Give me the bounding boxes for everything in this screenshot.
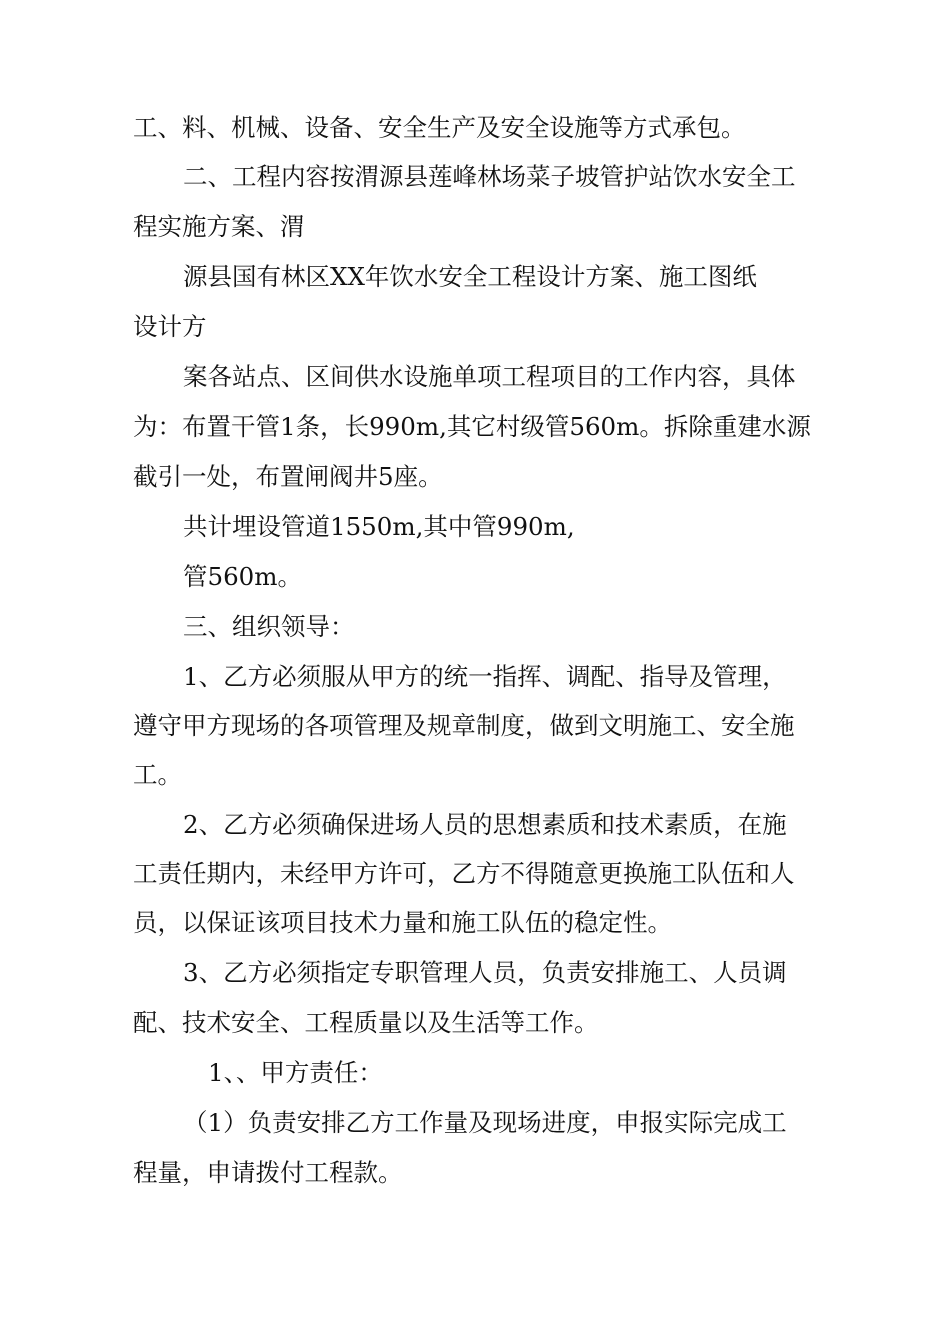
text-line: 程量，申请拨付工程款。: [133, 1158, 403, 1187]
text-line: 设计方: [133, 312, 207, 341]
text-line: （1）负责安排乙方工作量及现场进度，申报实际完成工: [183, 1108, 787, 1137]
text-line: 为：布置干管1条，长990m,其它村级管560m。拆除重建水源: [133, 412, 811, 441]
text-line: 工责任期内，未经甲方许可，乙方不得随意更换施工队伍和人: [133, 859, 795, 888]
text-line: 截引一处，布置闸阀井5座。: [133, 462, 443, 491]
text-line: 三、组织领导：: [183, 612, 355, 641]
text-line: 1、、甲方责任：: [208, 1058, 383, 1087]
text-line: 员，以保证该项目技术力量和施工队伍的稳定性。: [133, 908, 672, 937]
text-line: 配、技术安全、工程质量以及生活等工作。: [133, 1008, 599, 1037]
text-line: 工、料、机械、设备、安全生产及安全设施等方式承包。: [133, 113, 746, 142]
text-line: 源县国有林区XX年饮水安全工程设计方案、施工图纸: [183, 262, 757, 291]
text-line: 1、乙方必须服从甲方的统一指挥、调配、指导及管理，: [183, 662, 787, 691]
text-line: 管560m。: [183, 562, 302, 591]
text-line: 2、乙方必须确保进场人员的思想素质和技术素质，在施: [183, 810, 787, 839]
text-line: 共计埋设管道1550m,其中管990m,: [183, 512, 575, 541]
text-line: 案各站点、区间供水设施单项工程项目的工作内容，具体: [183, 362, 796, 391]
text-line: 3、乙方必须指定专职管理人员，负责安排施工、人员调: [183, 958, 787, 987]
text-line: 二、工程内容按渭源县莲峰林场菜子坡管护站饮水安全工: [183, 162, 796, 191]
text-line: 工。: [133, 760, 182, 789]
text-line: 遵守甲方现场的各项管理及规章制度，做到文明施工、安全施: [133, 711, 795, 740]
text-line: 程实施方案、渭: [133, 212, 305, 241]
